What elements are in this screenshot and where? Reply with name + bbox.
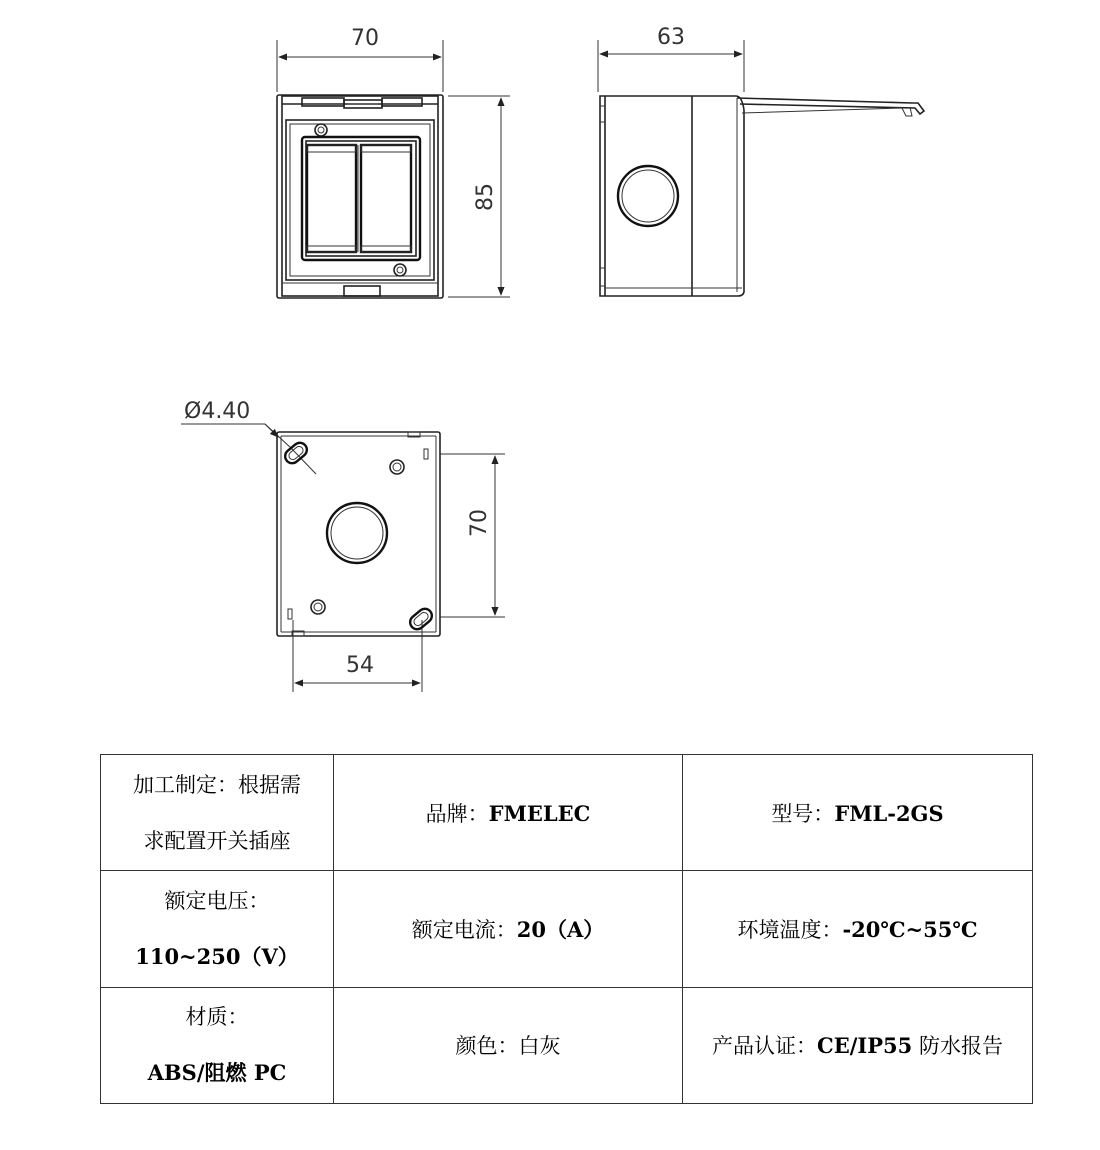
certification-cell: 产品认证：CE/IP55 防水报告 — [683, 987, 1033, 1103]
back-height-dimension: 70 — [467, 509, 492, 537]
rated-voltage-cell: 额定电压： 110~250（V） — [101, 871, 334, 987]
rated-current-value: 20（A） — [516, 916, 605, 942]
front-width-dimension: 70 — [351, 26, 379, 51]
ambient-temperature-value: -20℃~55℃ — [842, 916, 978, 942]
model-value: FML-2GS — [834, 800, 944, 826]
ambient-temperature-cell: 环境温度：-20℃~55℃ — [683, 871, 1033, 987]
table-row — [101, 987, 1033, 1103]
material-value: ABS/阻燃 PC — [147, 1060, 287, 1086]
spec-table — [100, 754, 1033, 1104]
rated-current-cell: 额定电流：20（A） — [334, 871, 683, 987]
brand-value: FMELEC — [488, 800, 591, 826]
back-view — [181, 399, 505, 692]
back-width-dimension: 54 — [346, 653, 374, 678]
model-cell: 型号：FML-2GS — [683, 755, 1033, 871]
table-row — [101, 871, 1033, 987]
rated-voltage-value: 110~250（V） — [135, 943, 299, 969]
table-row — [101, 755, 1033, 871]
side-view — [598, 25, 924, 296]
front-height-dimension: 85 — [473, 183, 498, 211]
material-cell: 材质： ABS/阻燃 PC — [101, 987, 334, 1103]
color-value: 白灰 — [518, 1034, 561, 1059]
custom-config-cell: 加工制定：根据需 求配置开关插座 — [101, 755, 334, 871]
color-cell: 颜色：白灰 — [334, 987, 683, 1103]
front-view — [277, 26, 510, 298]
certification-value: CE/IP55 — [817, 1033, 913, 1059]
brand-cell: 品牌：FMELEC — [334, 755, 683, 871]
hole-diameter-dimension: Ø4.40 — [184, 399, 251, 424]
side-depth-dimension: 63 — [657, 25, 685, 50]
